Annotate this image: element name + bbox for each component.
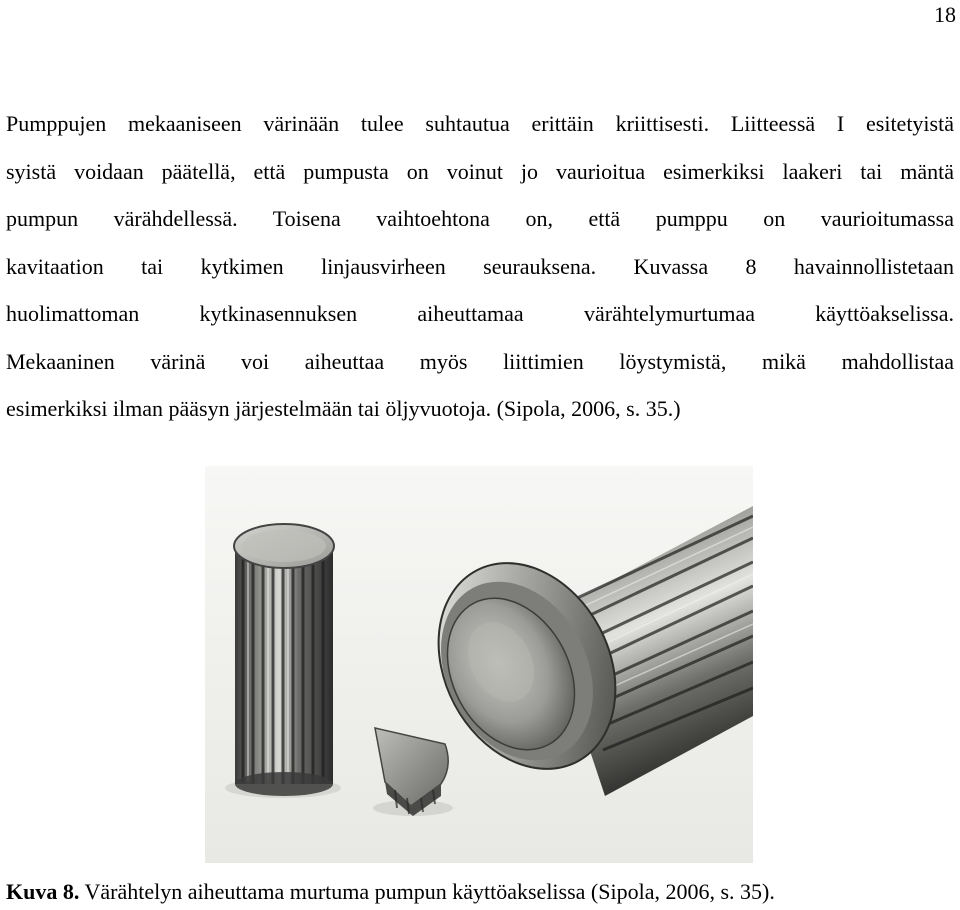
paragraph-line: syistä voidaan päätellä, että pumpusta on voinut jo vaurioitua esimerkiksi laakeri tai mäntä bbox=[6, 158, 954, 184]
body-paragraph bbox=[6, 100, 954, 433]
paragraph-line: esimerkiksi ilman pääsyn järjestelmään tai öljyvuotoja. (Sipola, 2006, s. 35.) bbox=[6, 396, 681, 421]
splined-cylinder bbox=[225, 524, 341, 798]
caption-text: Värähtelyn aiheuttama murtuma pumpun käyttöakselissa (Sipola, 2006, s. 35). bbox=[79, 879, 775, 904]
shaft-photo-illustration bbox=[205, 466, 753, 863]
figure-caption bbox=[6, 878, 775, 906]
page-number: 18 bbox=[934, 2, 956, 27]
figure-photo-broken-shaft bbox=[205, 466, 753, 863]
caption-label: Kuva 8. bbox=[6, 879, 80, 904]
paragraph-line: pumpun värähdellessä. Toisena vaihtoehtona on, että pumppu on vaurioitumassa bbox=[6, 206, 954, 231]
paragraph-line: huolimattoman kytkinasennuksen aiheuttamaa värähtelymurtumaa käyttöakselissa. bbox=[6, 301, 954, 326]
paragraph-line: kavitaation tai kytkimen linjausvirheen seurauksena. Kuvassa 8 havainnollistetaan bbox=[6, 253, 954, 279]
paragraph-line: Pumppujen mekaaniseen värinään tulee suhtautua erittäin kriittisesti. Liitteessä I esitetyistä bbox=[6, 111, 954, 136]
paragraph-line: Mekaaninen värinä voi aiheuttaa myös liittimien löystymistä, mikä mahdollistaa bbox=[6, 348, 954, 374]
